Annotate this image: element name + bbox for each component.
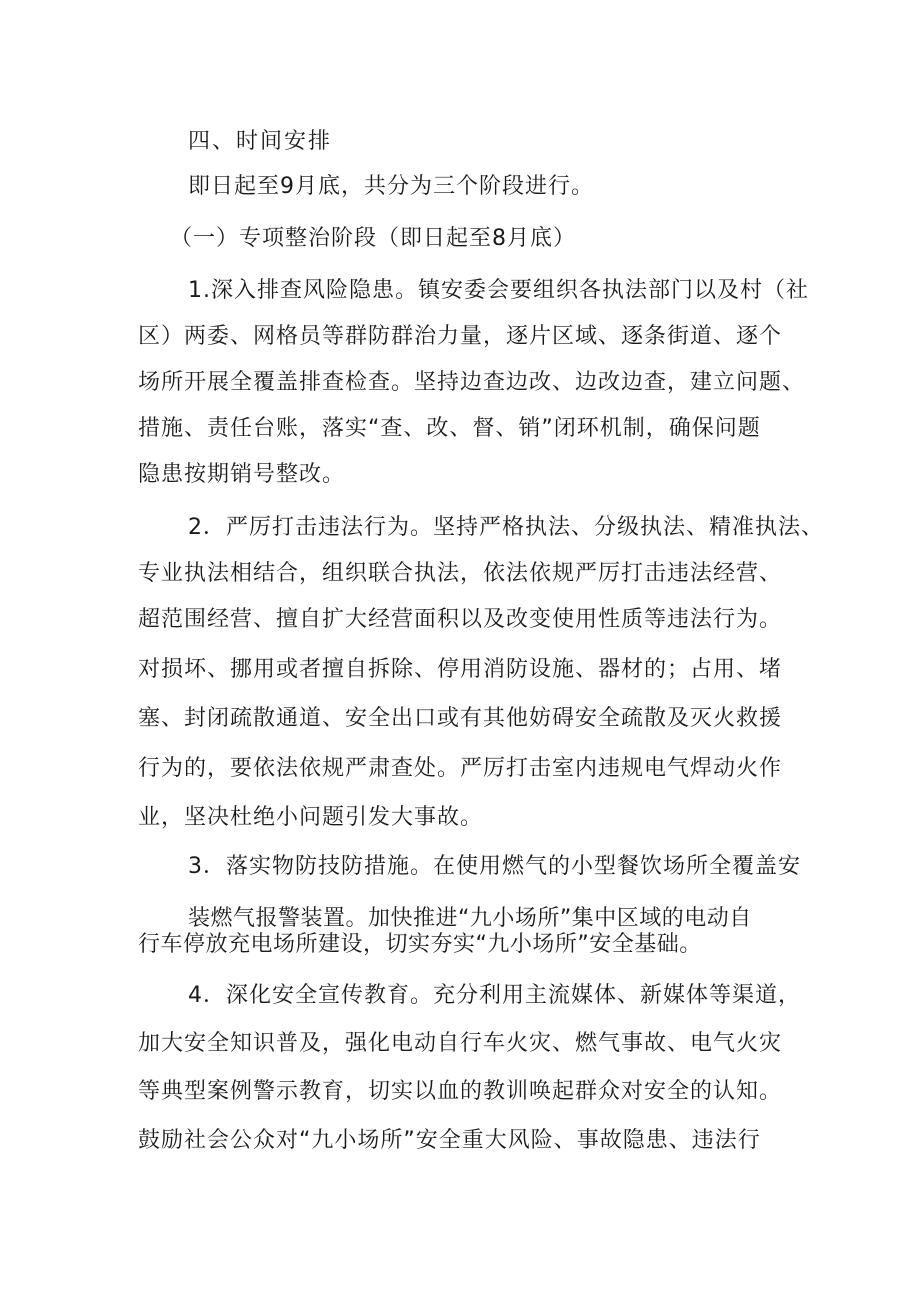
text-line: 加大安全知识普及，强化电动自行车火灾、燃气事故、电气火灾 <box>138 1031 783 1056</box>
text-line: 行车停放充电场所建设，切实夯实“九小场所”安全基础。 <box>138 932 702 957</box>
text-line: 专业执法相结合，组织联合执法，依法依规严厉打击违法经营、 <box>138 561 783 586</box>
text-line: 场所开展全覆盖排查检查。坚持边查边改、边改边查，建立问题、 <box>138 370 806 395</box>
text-line: 1.深入排查风险隐患。镇安委会要组织各执法部门以及村（社 <box>188 278 809 303</box>
text-line: 超范围经营、擅自扩大经营面积以及改变使用性质等违法行为。 <box>138 607 783 632</box>
text-line: 业，坚决杜绝小问题引发大事故。 <box>138 805 484 830</box>
text-line: 隐患按期销号整改。 <box>138 462 346 487</box>
text-line: 装燃气报警装置。加快推进“九小场所”集中区域的电动自 <box>188 906 752 931</box>
text-line: 3．落实物防技防措施。在使用燃气的小型餐饮场所全覆盖安 <box>188 854 801 879</box>
text-line: 塞、封闭疏散通道、安全出口或有其他妨碍安全疏散及灭火救援 <box>138 706 783 731</box>
section-heading: 四、时间安排 <box>188 129 333 154</box>
text-line: 2．严厉打击违法行为。坚持严格执法、分级执法、精准执法、 <box>188 515 824 540</box>
text-line: 行为的，要依法依规严肃查处。严厉打击室内违规电气焊动火作 <box>138 756 783 781</box>
subsection-heading: （一）专项整治阶段（即日起至8月底） <box>170 226 576 251</box>
intro-text: 即日起至9月底，共分为三个阶段进行。 <box>188 174 594 199</box>
text-line: 等典型案例警示教育，切实以血的教训唤起群众对安全的认知。 <box>138 1079 783 1104</box>
text-line: 鼓励社会公众对“九小场所”安全重大风险、事故隐患、违法行 <box>138 1128 761 1153</box>
text-line: 措施、责任台账，落实“查、改、督、销”闭环机制，确保问题 <box>138 416 761 441</box>
text-line: 区）两委、网格员等群防群治力量，逐片区域、逐条街道、逐个 <box>138 324 783 349</box>
text-line: 4．深化安全宣传教育。充分利用主流媒体、新媒体等渠道， <box>188 983 801 1008</box>
text-line: 对损坏、挪用或者擅自拆除、停用消防设施、器材的；占用、堵 <box>138 657 783 682</box>
